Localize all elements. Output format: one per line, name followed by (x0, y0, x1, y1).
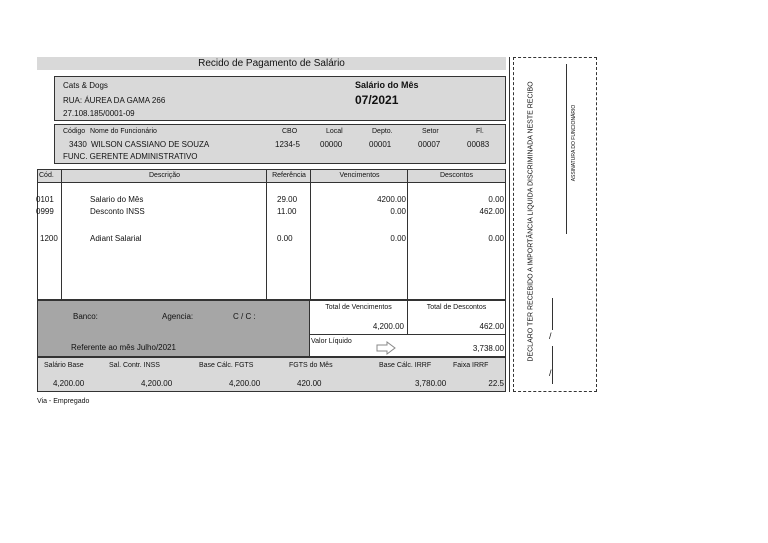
employee-fl: 00083 (467, 140, 490, 149)
reference-text: Referente ao mês Julho/2021 (71, 343, 176, 352)
base-label-1: Salário Base (44, 362, 84, 369)
cbo-label: CBO (282, 128, 298, 135)
table-row-1-ref: 29.00 (277, 195, 298, 204)
total-vencimentos: 4,200.00 (372, 322, 404, 331)
table-row-3-desc-val: 0.00 (488, 234, 504, 243)
total-vencimentos-label: Total de Vencimentos (325, 304, 392, 311)
base-label-5: Base Cálc. IRRF (379, 362, 432, 369)
local-label: Local (326, 128, 343, 135)
code-label: Código (63, 128, 86, 135)
company-box (54, 76, 506, 121)
table-row-2-cod: 0999 (36, 207, 54, 216)
employee-cbo: 1234-5 (275, 140, 300, 149)
base-value-6: 22.5 (488, 379, 504, 388)
col-cod: Cód. (39, 172, 54, 179)
declaration-box (513, 57, 597, 392)
table-row-2-desc: Desconto INSS (90, 207, 145, 216)
total-descontos: 462.00 (479, 322, 504, 331)
base-label-3: Base Cálc. FGTS (199, 362, 254, 369)
table-row-2-ref: 11.00 (277, 207, 297, 216)
base-value-5: 3,780.00 (415, 379, 447, 388)
table-row-1-desc-val: 0.00 (488, 195, 504, 204)
employee-local: 00000 (320, 140, 343, 149)
totals-area (309, 300, 506, 357)
payslip-type: Salário do Mês (355, 80, 419, 90)
employee-depto: 00001 (369, 140, 392, 149)
table-row-3-cod: 1200 (40, 234, 58, 243)
table-row-3-desc: Adiant Salarial (90, 234, 142, 243)
valor-liquido-label: Valor Líquido (311, 338, 352, 345)
base-label-4: FGTS do Mês (289, 362, 333, 369)
table-row-2-venc: 0.00 (390, 207, 406, 216)
cc-label: C / C : (233, 312, 256, 321)
company-cnpj: 27.108.185/0001-09 (63, 109, 135, 118)
base-label-2: Sal. Contr. INSS (109, 362, 160, 369)
company-name: Cats & Dogs (63, 81, 108, 90)
setor-label: Setor (422, 128, 439, 135)
items-table (37, 169, 506, 300)
agencia-label: Agencia: (162, 312, 194, 321)
date-slash-1: / (549, 331, 552, 341)
employee-function: FUNC. GERENTE ADMINISTRATIVO (63, 152, 198, 161)
bank-area (37, 300, 310, 357)
base-value-4: 420.00 (297, 379, 322, 388)
valor-liquido: 3,738.00 (472, 344, 504, 353)
signature-label: ASSINATURA DO FUNCIONÁRIO (571, 104, 577, 182)
total-descontos-label: Total de Descontos (426, 304, 487, 311)
payslip-period: 07/2021 (355, 93, 399, 107)
col-referencia: Referência (272, 172, 306, 179)
base-value-2: 4,200.00 (141, 379, 173, 388)
declaration-text: DECLARO TER RECEBIDO A IMPORTÂNCIA LIQUIDA DISCRIMINADA NESTE RECIBO (527, 81, 535, 362)
employee-setor: 00007 (418, 140, 441, 149)
col-descontos: Descontos (439, 172, 474, 179)
base-value-3: 4,200.00 (229, 379, 261, 388)
table-row-2-desc-val: 462.00 (479, 207, 504, 216)
bases-row (37, 357, 506, 392)
via-label: Via - Empregado (37, 398, 90, 405)
table-row-1-desc: Salario do Mês (90, 195, 144, 204)
table-row-3-ref: 0.00 (277, 234, 293, 243)
arrow-right-icon (376, 341, 396, 355)
employee-name: WILSON CASSIANO DE SOUZA (91, 140, 210, 149)
fl-label: Fl. (476, 128, 484, 135)
base-label-6: Faixa IRRF (453, 362, 489, 369)
employee-box (54, 124, 506, 164)
company-address: RUA: ÁUREA DA GAMA 266 (63, 96, 166, 105)
employee-code: 3430 (69, 140, 87, 149)
base-value-1: 4,200.00 (53, 379, 85, 388)
date-slash-2: / (549, 368, 552, 378)
banco-label: Banco: (73, 312, 98, 321)
table-row-1-venc: 4200.00 (377, 195, 406, 204)
name-label: Nome do Funcionário (90, 128, 157, 135)
depto-label: Depto. (372, 128, 393, 135)
receipt-title: Recido de Pagamento de Salário (37, 57, 506, 70)
table-row-3-venc: 0.00 (390, 234, 406, 243)
col-descricao: Descrição (148, 172, 181, 179)
table-row-1-cod: 0101 (36, 195, 54, 204)
col-vencimentos: Vencimentos (339, 172, 380, 179)
